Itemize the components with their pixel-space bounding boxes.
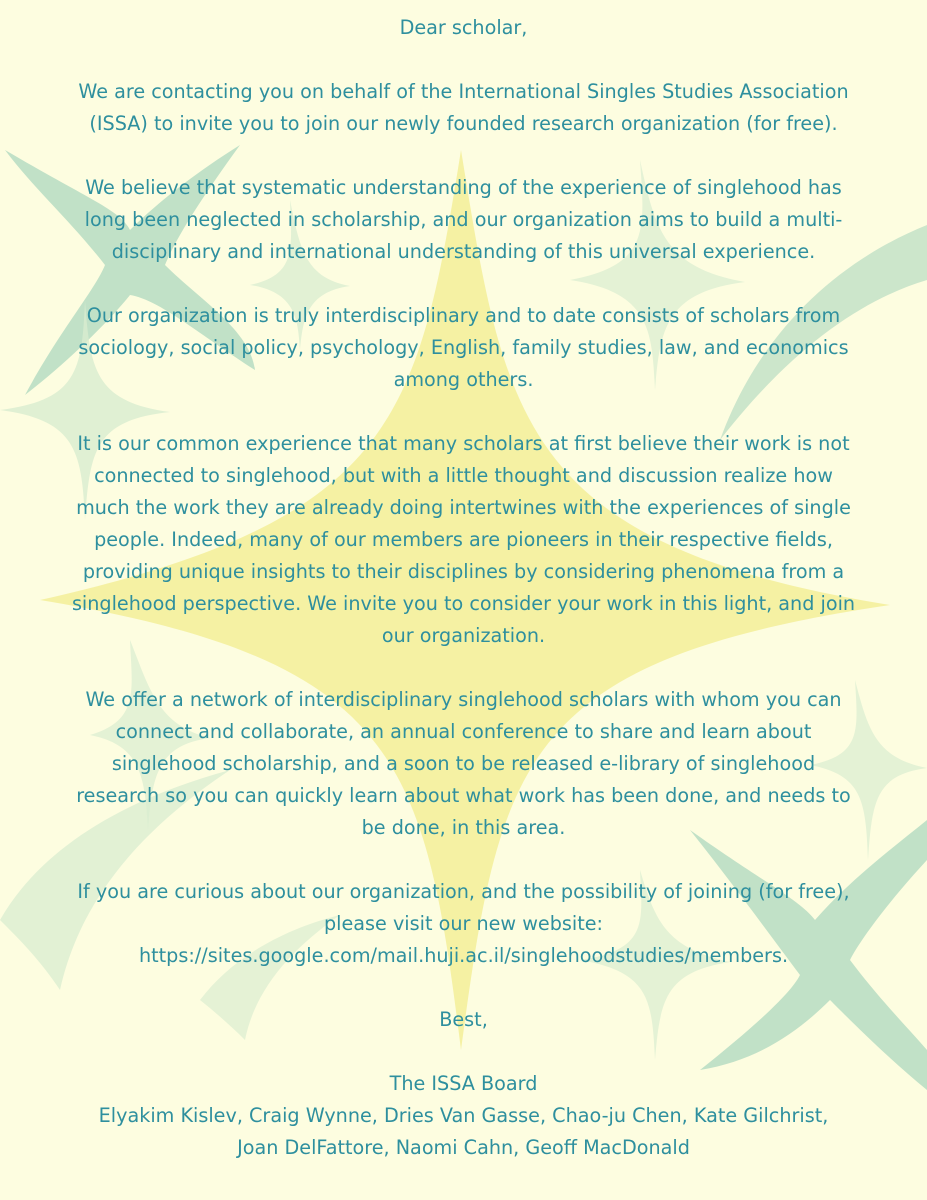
- offer-paragraph: We offer a network of interdisciplinary singlehood scholars with whom you can connect and collaborate, an annual conference to share and learn about singlehood scholarship, and a soon to be released e-library of singlehood research so you can quickly learn about what work has been done, and needs to be done, in this area.: [76, 688, 851, 839]
- mission-paragraph: We believe that systematic understanding of the experience of singlehood has long been neglected in scholarship, and our organization aims to build a multi- disciplinary and international understanding of this universal experience.: [84, 176, 843, 263]
- disciplines-paragraph: Our organization is truly interdisciplinary and to date consists of scholars from sociology, social policy, psychology, English, family studies, law, and economics among others.: [78, 304, 849, 391]
- intro-paragraph: We are contacting you on behalf of the International Singles Studies Association (ISSA) to invite you to join our newly founded research organization (for free).: [78, 80, 849, 135]
- website-paragraph: If you are curious about our organization, and the possibility of joining (for free), please visit our new website: https://sites.google.com/mail.huji.ac.il/singlehoodstudies/members.: [77, 880, 850, 967]
- greeting-text: Dear scholar,: [399, 16, 528, 39]
- signature-block: The ISSA Board Elyakim Kislev, Craig Wynne, Dries Van Gasse, Chao-ju Chen, Kate Gilchrist, Joan DelFattore, Naomi Cahn, Geoff MacDonald: [98, 1072, 829, 1159]
- closing-text: Best,: [439, 1008, 488, 1031]
- experience-paragraph: It is our common experience that many scholars at first believe their work is not connected to singlehood, but with a little thought and discussion realize how much the work they are already doing intertwines with the experiences of single people. Indeed, many of our members are pioneers in their respective fields, providing unique insights to their disciplines by considering phenomena from a singlehood perspective. We invite you to consider your work in this light, and join our organization.: [71, 432, 856, 647]
